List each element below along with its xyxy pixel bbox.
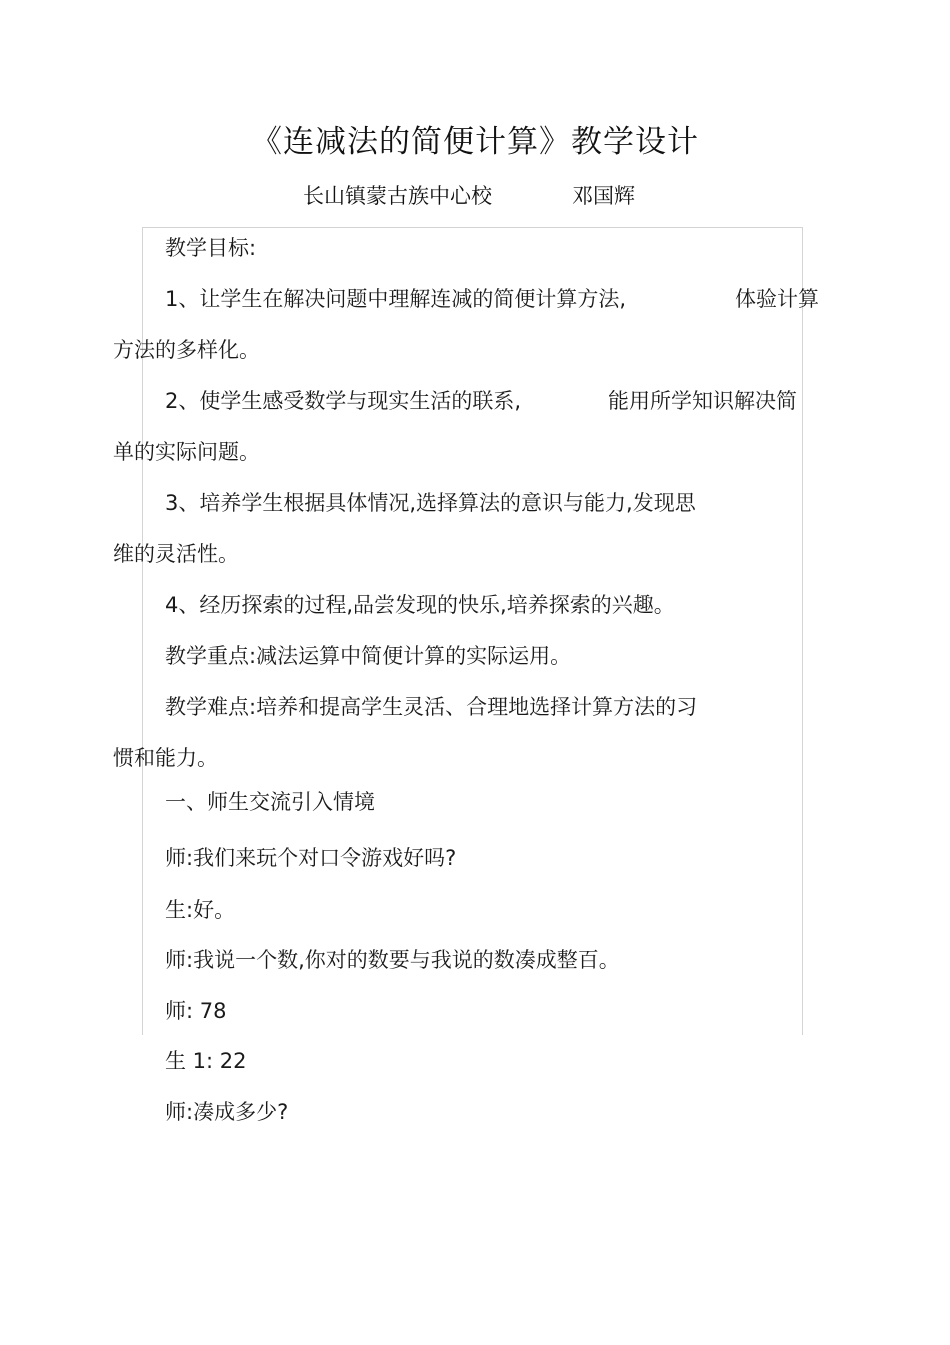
author-name: 邓国辉 <box>572 184 635 208</box>
school-name: 长山镇蒙古族中心校 <box>303 184 492 208</box>
objective-2-line-2: 单的实际问题。 <box>113 440 260 464</box>
dialogue-line-2: 生:好。 <box>165 898 236 922</box>
teaching-difficulty-line-2: 惯和能力。 <box>113 746 218 770</box>
objective-2-line-1-tail <box>608 385 797 417</box>
teaching-difficulty-line-1: 教学难点:培养和提高学生灵活、合理地选择计算方法的习 <box>165 695 698 719</box>
document-title: 《连减法的简便计算》教学设计 <box>251 124 699 160</box>
objective-4-line-1: 4、经历探索的过程,品尝发现的快乐,培养探索的兴趣。 <box>165 593 675 617</box>
objective-3-line-2: 维的灵活性。 <box>113 542 239 566</box>
section-1-heading: 一、师生交流引入情境 <box>165 790 375 814</box>
objective-1-text-a: 1、让学生在解决问题中理解连减的简便计算方法, <box>165 287 627 311</box>
objectives-heading: 教学目标: <box>165 236 257 260</box>
objective-1-line-2: 方法的多样化。 <box>113 338 260 362</box>
objective-1-line-1 <box>165 283 626 315</box>
objective-2-text-a: 2、使学生感受数学与现实生活的联系, <box>165 389 522 413</box>
dialogue-line-3: 师:我说一个数,你对的数要与我说的数凑成整百。 <box>165 948 620 972</box>
objective-2-line-1 <box>165 385 521 417</box>
objective-1-line-1-tail <box>735 283 819 315</box>
dialogue-line-4: 师: 78 <box>165 999 227 1023</box>
objective-1-text-b: 体验计算 <box>735 287 819 311</box>
dialogue-line-6: 师:凑成多少? <box>165 1100 289 1124</box>
dialogue-line-1: 师:我们来玩个对口令游戏好吗? <box>165 846 457 870</box>
teaching-key-point: 教学重点:减法运算中简便计算的实际运用。 <box>165 644 572 668</box>
dialogue-line-5: 生 1: 22 <box>165 1049 247 1073</box>
objective-2-text-b: 能用所学知识解决简 <box>608 389 797 413</box>
objective-3-line-1: 3、培养学生根据具体情况,选择算法的意识与能力,发现思 <box>165 491 696 515</box>
